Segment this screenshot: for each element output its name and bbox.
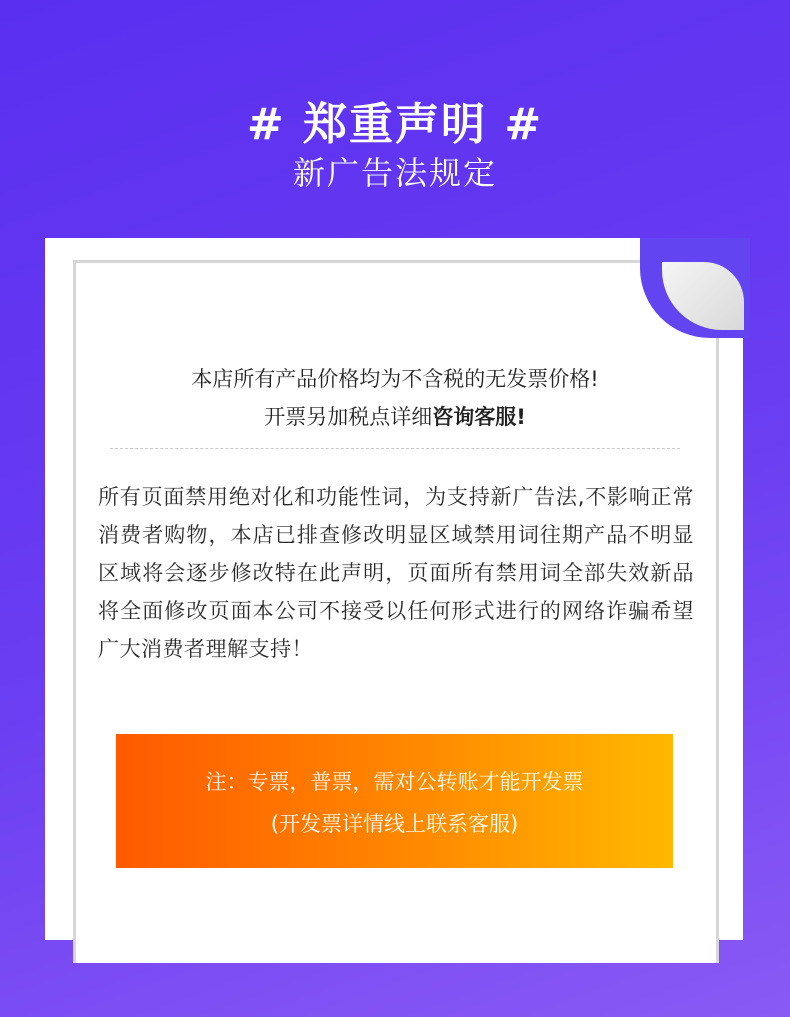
dashed-divider [110,448,680,449]
price-notice [90,360,700,436]
invoice-note-line2: (开发票详情线上联系客服) [270,812,519,836]
page-subtitle: 新广告法规定 [292,154,497,192]
invoice-note-line1: 注：专票，普票，需对公转账才能开发票 [205,770,584,794]
contact-service-text: 咨询客服! [432,405,526,429]
invoice-note-box [116,734,673,868]
declaration-body: 所有页面禁用绝对化和功能性词，为支持新广告法,不影响正常消费者购物，本店已排查修改明显区域禁用词往期产品不明显区域将会逐步修改特在此声明，页面所有禁用词全部失效新品将全面修改页面本公司不接受以任何形式进行的网络诈骗希望广大消费者理解支持！ [98,485,694,661]
price-notice-line2-text: 开票另加税点详细 [264,405,433,429]
price-notice-line1: 本店所有产品价格均为不含税的无发票价格! [191,367,599,391]
page-title: # 郑重声明 # [246,99,544,150]
price-notice-line2 [90,398,700,436]
